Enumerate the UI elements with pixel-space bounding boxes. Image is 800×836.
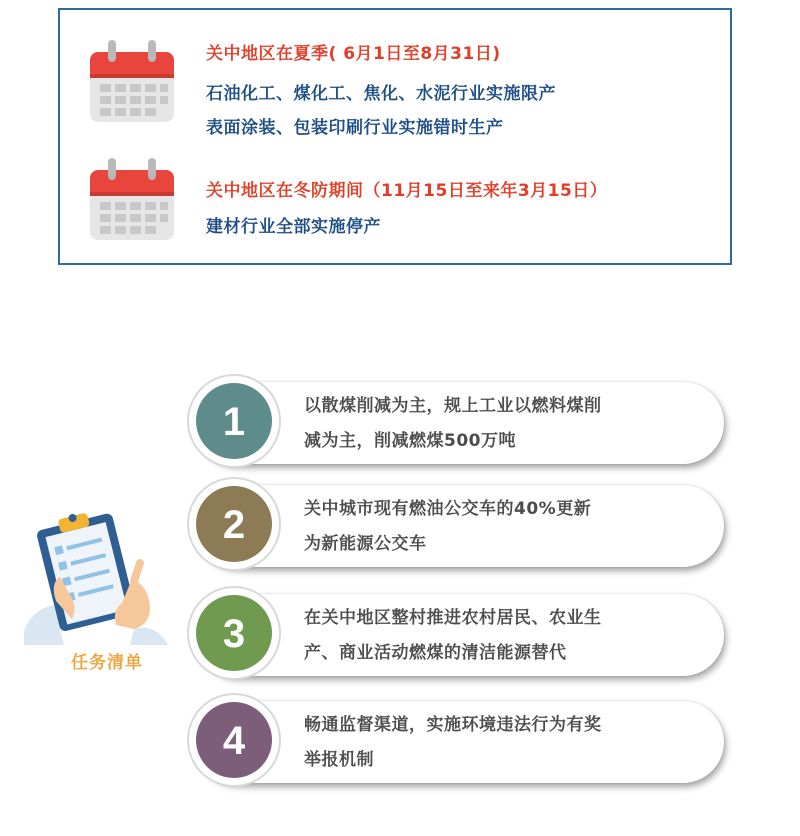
summer-line-2: 表面涂装、包装印刷行业实施错时生产 (206, 118, 504, 138)
task-2-text (304, 492, 704, 562)
number-4: 4 (222, 719, 246, 763)
clipboard-checklist-icon (22, 505, 170, 645)
task-3-line-1: 在关中地区整村推进农村居民、农业生 (304, 608, 602, 628)
summer-line-1: 石油化工、煤化工、焦化、水泥行业实施限产 (206, 84, 556, 104)
task-4-text (304, 708, 704, 778)
task-4-line-2: 举报机制 (304, 750, 374, 770)
number-1: 1 (222, 400, 246, 444)
task-3-text (304, 601, 704, 671)
task-2-line-1: 关中城市现有燃油公交车的40%更新 (304, 499, 592, 519)
winter-heading: 关中地区在冬防期间（11月15日至来年3月15日） (206, 181, 608, 201)
number-2: 2 (222, 503, 246, 547)
task-1-line-2: 减为主，削减燃煤500万吨 (304, 431, 516, 451)
task-1-line-1: 以散煤削减为主，规上工业以燃料煤削 (304, 396, 602, 416)
task-3-line-2: 产、商业活动燃煤的清洁能源替代 (304, 643, 567, 663)
number-badge-4 (186, 692, 282, 788)
winter-line-1: 建材行业全部实施停产 (206, 217, 381, 237)
number-3: 3 (222, 612, 246, 656)
task-4-line-1: 畅通监督渠道，实施环境违法行为有奖 (304, 715, 602, 735)
tasklist-label: 任务清单 (71, 653, 143, 673)
calendar-icon (86, 34, 178, 126)
number-badge-2 (186, 476, 282, 572)
task-1-text (304, 389, 704, 459)
calendar-icon (86, 152, 178, 244)
number-badge-1 (186, 373, 282, 469)
summer-heading: 关中地区在夏季( 6月1日至8月31日) (206, 44, 501, 64)
task-2-line-2: 为新能源公交车 (304, 534, 427, 554)
number-badge-3 (186, 585, 282, 681)
